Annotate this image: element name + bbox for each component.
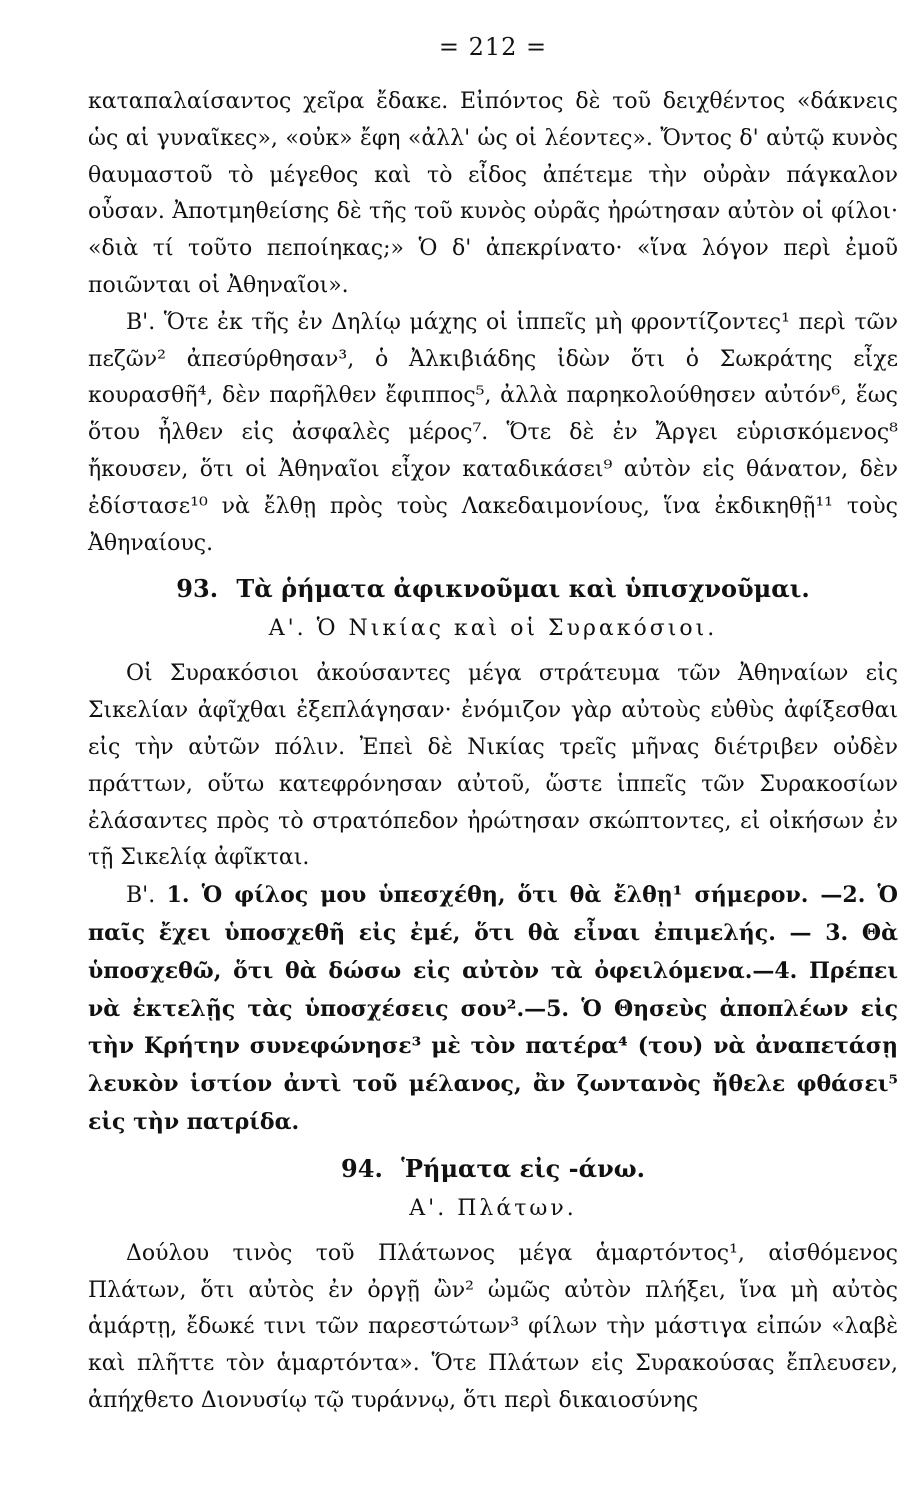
paragraph-intro: καταπαλαίσαντος χεῖρα ἔδακε. Εἰπόντος δὲ τοῦ δειχθέντος «δάκνεις ὡς αἱ γυναῖκες», «οὐκ» ἔφη «ἀλλ' ὡς οἱ λέοντες». Ὄντος δ' αὐτῷ κυνὸς θαυμαστοῦ τὸ μέγεθος καὶ τὸ εἶδος ἀπέτεμε τὴν οὐρὰν πάγκαλον οὖσαν. Ἀποτμηθείσης δὲ τῆς τοῦ κυνὸς οὐρᾶς ἠρώτησαν αὐτὸν οἱ φίλοι· «διὰ τί τοῦτο πεποίηκας;» Ὁ δ' ἀπεκρίνατο· «ἵνα λόγον περὶ ἐμοῦ ποιῶνται οἱ Ἀθηναῖοι». xyxy=(88,89,898,298)
section-93-heading xyxy=(88,572,898,606)
section-94-heading xyxy=(88,1152,898,1186)
section-93-paragraph: Οἱ Συρακόσιοι ἀκούσαντες μέγα στράτευμα τῶν Ἀθηναίων εἰς Σικελίαν ἀφῖχθαι ἐξεπλάγησαν· ἐνόμιζον γὰρ αὐτοὺς εὐθὺς ἀφίξεσθαι εἰς τὴν αὐτῶν πόλιν. Ἐπεὶ δὲ Νικίας τρεῖς μῆνας διέτριβεν οὐδὲν πράττων, οὕτω κατεφρόνησαν αὐτοῦ, ὥστε ἱππεῖς τῶν Συρακοσίων ἐλάσαντες πρὸς τὸ στρατόπεδον ἠρώτησαν σκώπτοντες, εἰ οἰκήσων ἐν τῇ Σικελίᾳ ἀφῖκται. xyxy=(88,661,898,871)
paragraph-b xyxy=(88,305,898,563)
section-93-exercise-text: 1. Ὁ φίλος μου ὑπεσχέθη, ὅτι θὰ ἔλθῃ¹ σήμερον. —2. Ὁ παῖς ἔχει ὑποσχεθῆ εἰς ἐμέ, ὅτι θὰ εἶναι ἐπιμελής. — 3. Θὰ ὑποσχεθῶ, ὅτι θὰ δώσω εἰς αὐτὸν τὰ ὀφειλόμενα.—4. Πρέπει νὰ ἐκτελῇς τὰς ὑποσχέσεις σου².—5. Ὁ Θησεὺς ἀποπλέων εἰς τὴν Κρήτην συνεφώνησε³ μὲ τὸν πατέρα⁴ (του) νὰ ἀναπετάσῃ λευκὸν ἱστίον ἀντὶ τοῦ μέλανος, ἂν ζωντανὸς ἤθελε φθάσει⁵ εἰς τὴν πατρίδα. xyxy=(88,882,898,1135)
section-94-subtitle: Α'. Πλάτων. xyxy=(409,1195,577,1221)
paragraph-b-lead: Β'. xyxy=(126,309,156,335)
section-94-title: Ῥήματα εἰς -άνω. xyxy=(401,1153,645,1183)
section-94-paragraph: Δούλου τινὸς τοῦ Πλάτωνος μέγα ἁμαρτόντος¹, αἰσθόμενος Πλάτων, ὅτι αὐτὸς ἐν ὀργῇ ὢν² ὠμῶς αὐτὸν πλήξει, ἵνα μὴ αὐτὸς ἁμάρτῃ, ἔδωκέ τινι τῶν παρεστώτων³ φίλων τὴν μάστιγα εἰπών «λαβὲ καὶ πλῆττε τὸν ἁμαρτόντα». Ὅτε Πλάτων εἰς Συρακούσας ἔπλευσεν, ἀπήχθετο Διονυσίῳ τῷ τυράννῳ, ὅτι περὶ δικαιοσύνης xyxy=(88,1240,898,1413)
section-93-number: 93. xyxy=(176,574,219,604)
section-93-exercise-lead: Β'. xyxy=(126,883,156,909)
section-93-title: Τὰ ῥήματα ἀφικνοῦμαι καὶ ὑπισχνοῦμαι. xyxy=(236,574,810,604)
paragraph-b-text: Ὅτε ἐκ τῆς ἐν Δηλίῳ μάχης οἱ ἱππεῖς μὴ φροντίζοντες¹ περὶ τῶν πεζῶν² ἀπεσύρθησαν³, ὁ Ἀλκιβιάδης ἰδὼν ὅτι ὁ Σωκράτης εἶχε κουρασθῆ⁴, δὲν παρῆλθεν ἔφιππος⁵, ἀλλὰ παρηκολούθησεν αὐτόν⁶, ἕως ὅτου ἦλθεν εἰς ἀσφαλὲς μέρος⁷. Ὅτε δὲ ἐν Ἄργει εὑρισκόμενος⁸ ἤκουσεν, ὅτι οἱ Ἀθηναῖοι εἶχον καταδικάσει⁹ αὐτὸν εἰς θάνατον, δὲν ἐδίστασε¹⁰ νὰ ἔλθῃ πρὸς τοὺς Λακεδαιμονίους, ἵνα ἐκδικηθῇ¹¹ τοὺς Ἀθηναίους. xyxy=(88,309,898,556)
section-94-number: 94. xyxy=(341,1153,383,1183)
section-93-subtitle: Α'. Ὁ Νικίας καὶ οἱ Συρακόσιοι. xyxy=(268,616,718,642)
section-93-exercise xyxy=(88,877,898,1142)
book-page xyxy=(88,30,898,1480)
page-number: = 212 = xyxy=(438,33,548,61)
